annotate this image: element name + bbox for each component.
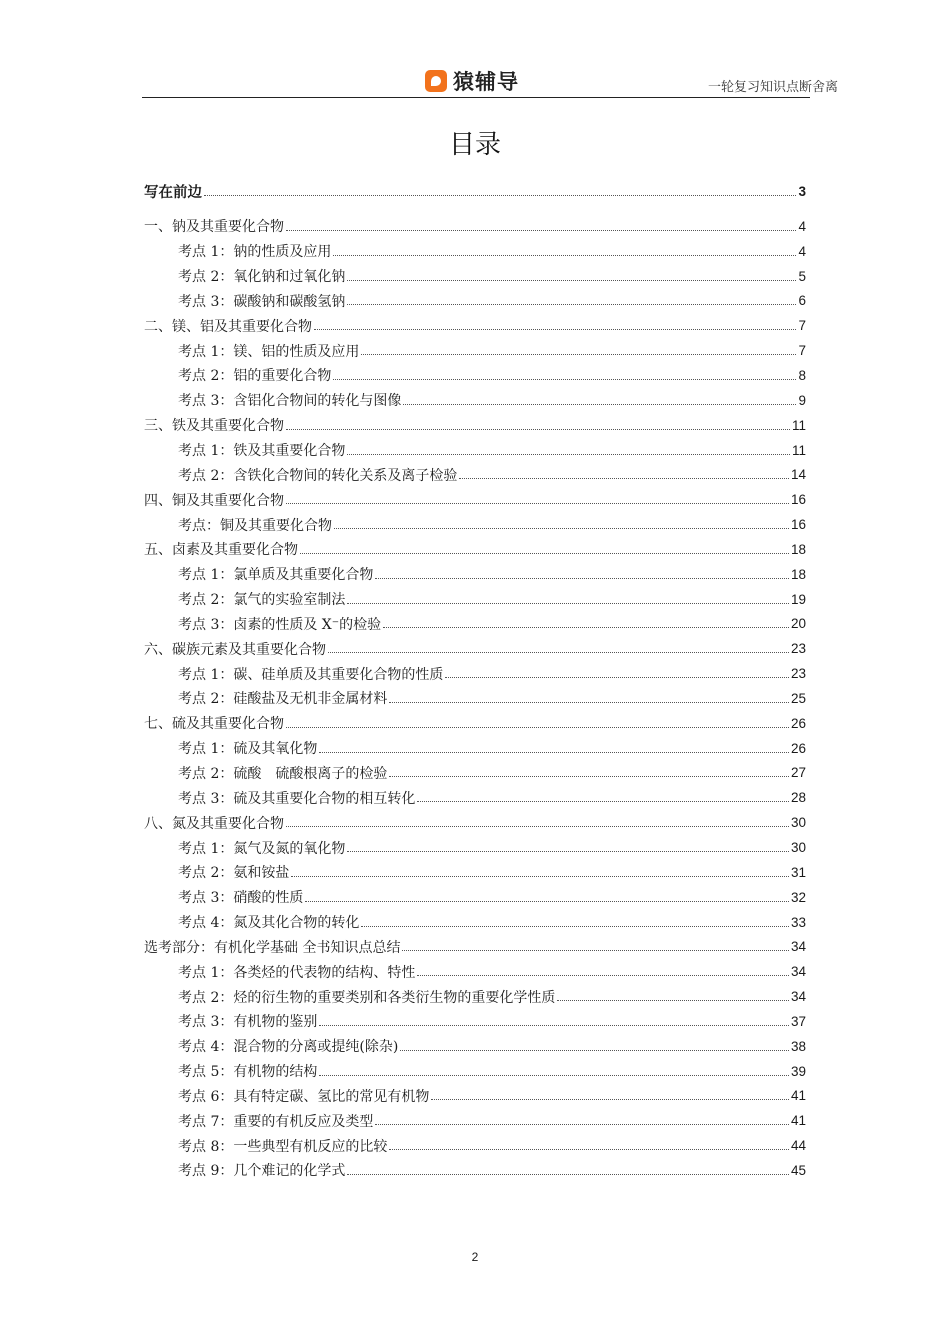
toc-entry[interactable] bbox=[144, 587, 806, 612]
toc-leader-dots bbox=[459, 478, 789, 479]
toc-entry-page: 8 bbox=[798, 367, 806, 383]
toc-entry[interactable] bbox=[144, 178, 806, 204]
toc-leader-dots bbox=[389, 776, 789, 777]
toc-entry[interactable] bbox=[144, 1133, 806, 1158]
toc-entry-title: 五、卤素及其重要化合物 bbox=[144, 542, 298, 559]
toc-entry-title: 考点 1：氯单质及其重要化合物 bbox=[178, 567, 374, 584]
toc-leader-dots bbox=[319, 1025, 789, 1026]
toc-leader-dots bbox=[333, 379, 796, 380]
toc-leader-dots bbox=[314, 329, 796, 330]
toc-entry-title: 考点 2：硅酸盐及无机非金属材料 bbox=[178, 691, 388, 708]
toc-entry-title: 八、氮及其重要化合物 bbox=[144, 815, 284, 832]
toc-entry-title: 考点 2：氯气的实验室制法 bbox=[178, 592, 346, 609]
toc-entry-page: 41 bbox=[790, 1113, 806, 1129]
toc-entry-title: 考点 1：钠的性质及应用 bbox=[178, 244, 332, 261]
toc-entry-title: 考点 3：有机物的鉴别 bbox=[178, 1014, 318, 1031]
toc-entry[interactable] bbox=[144, 612, 806, 637]
toc-leader-dots bbox=[286, 826, 789, 827]
toc-entry-title: 考点 7：重要的有机反应及类型 bbox=[178, 1113, 374, 1130]
toc-entry-page: 25 bbox=[790, 690, 806, 706]
toc-entry-page: 7 bbox=[798, 318, 806, 334]
toc-entry[interactable] bbox=[144, 537, 806, 562]
header-subtitle: 一轮复习知识点断舍离 bbox=[707, 80, 838, 95]
toc-entry-page: 16 bbox=[790, 517, 806, 533]
toc-entry-page: 4 bbox=[798, 218, 806, 234]
toc-entry[interactable] bbox=[144, 462, 806, 487]
toc-entry-title: 考点 2：氨和铵盐 bbox=[178, 865, 290, 882]
toc-entry-title: 写在前边 bbox=[144, 184, 202, 201]
toc-entry[interactable] bbox=[144, 363, 806, 388]
toc-entry[interactable] bbox=[144, 239, 806, 264]
toc-entry-title: 四、铜及其重要化合物 bbox=[144, 492, 284, 509]
toc-leader-dots bbox=[431, 1099, 789, 1100]
toc-entry[interactable] bbox=[144, 413, 806, 438]
toc-entry-page: 34 bbox=[790, 989, 806, 1005]
toc-entry[interactable] bbox=[144, 934, 806, 959]
toc-leader-dots bbox=[417, 801, 789, 802]
toc-entry-page: 28 bbox=[790, 790, 806, 806]
toc-entry[interactable] bbox=[144, 338, 806, 363]
toc-entry[interactable] bbox=[144, 835, 806, 860]
toc-entry-title: 考点 3：硝酸的性质 bbox=[178, 890, 304, 907]
toc-entry-title: 考点 2：铝的重要化合物 bbox=[178, 368, 332, 385]
toc-entry[interactable] bbox=[144, 1009, 806, 1034]
toc-entry-title: 考点 1：硫及其氧化物 bbox=[178, 741, 318, 758]
toc-entry-title: 一、钠及其重要化合物 bbox=[144, 219, 284, 236]
toc-leader-dots bbox=[417, 975, 789, 976]
toc-entry-page: 32 bbox=[790, 889, 806, 905]
toc-leader-dots bbox=[400, 1050, 789, 1051]
toc-entry-page: 33 bbox=[790, 914, 806, 930]
toc-entry[interactable] bbox=[144, 711, 806, 736]
toc-entry-page: 19 bbox=[790, 591, 806, 607]
toc-entry-title: 选考部分：有机化学基础 全书知识点总结 bbox=[144, 939, 401, 956]
toc-leader-dots bbox=[333, 255, 796, 256]
toc-entry-title: 考点 1：铁及其重要化合物 bbox=[178, 443, 346, 460]
toc-entry-page: 45 bbox=[790, 1162, 806, 1178]
toc-entry-title: 考点 4：混合物的分离或提纯(除杂) bbox=[178, 1039, 399, 1056]
toc-entry[interactable] bbox=[144, 785, 806, 810]
toc-entry-title: 考点 6：具有特定碳、氢比的常见有机物 bbox=[178, 1088, 430, 1105]
toc-entry-title: 考点 1：各类烃的代表物的结构、特性 bbox=[178, 964, 416, 981]
toc-entry-title: 考点 3：卤素的性质及 X⁻的检验 bbox=[178, 616, 382, 633]
toc-entry-page: 9 bbox=[798, 392, 806, 408]
toc-entry-title: 考点 4：氮及其化合物的转化 bbox=[178, 915, 360, 932]
toc-entry-page: 37 bbox=[790, 1013, 806, 1029]
toc-entry[interactable] bbox=[144, 959, 806, 984]
toc-entry[interactable] bbox=[144, 264, 806, 289]
page-number: 2 bbox=[471, 1250, 479, 1264]
toc-entry-page: 7 bbox=[798, 343, 806, 359]
toc-leader-dots bbox=[347, 1174, 789, 1175]
toc-entry-page: 11 bbox=[791, 417, 806, 433]
toc-entry[interactable] bbox=[144, 487, 806, 512]
toc-leader-dots bbox=[347, 603, 789, 604]
toc-entry-title: 考点：铜及其重要化合物 bbox=[178, 517, 332, 534]
toc-entry-page: 14 bbox=[790, 467, 806, 483]
toc-entry-title: 考点 2：氧化钠和过氧化钠 bbox=[178, 269, 346, 286]
toc-entry[interactable] bbox=[144, 1108, 806, 1133]
toc-entry-page: 27 bbox=[790, 765, 806, 781]
brand-logo-icon bbox=[425, 70, 447, 92]
toc-entry-title: 考点 1：氮气及氮的氧化物 bbox=[178, 840, 346, 857]
toc-entry-page: 30 bbox=[790, 815, 806, 831]
toc-leader-dots bbox=[300, 553, 789, 554]
toc-entry-title: 考点 5：有机物的结构 bbox=[178, 1064, 318, 1081]
toc-entry-page: 16 bbox=[790, 492, 806, 508]
toc-leader-dots bbox=[403, 404, 796, 405]
toc-entry-page: 18 bbox=[790, 566, 806, 582]
toc-entry-page: 11 bbox=[791, 442, 806, 458]
toc-entry-title: 考点 2：含铁化合物间的转化关系及离子检验 bbox=[178, 467, 458, 484]
toc-leader-dots bbox=[402, 950, 789, 951]
toc-entry-page: 4 bbox=[798, 243, 806, 259]
toc-leader-dots bbox=[286, 727, 789, 728]
toc-leader-dots bbox=[328, 652, 789, 653]
toc-entry-page: 39 bbox=[790, 1063, 806, 1079]
toc-entry[interactable] bbox=[144, 1158, 806, 1183]
toc-entry-title: 考点 8：一些典型有机反应的比较 bbox=[178, 1138, 388, 1155]
toc-entry-page: 18 bbox=[790, 541, 806, 557]
toc-entry[interactable] bbox=[144, 512, 806, 537]
toc-leader-dots bbox=[347, 851, 789, 852]
toc-entry[interactable] bbox=[144, 438, 806, 463]
toc-leader-dots bbox=[347, 454, 790, 455]
toc-entry-page: 31 bbox=[790, 864, 806, 880]
toc-entry[interactable] bbox=[144, 1084, 806, 1109]
toc-entry[interactable] bbox=[144, 289, 806, 314]
toc-entry-page: 34 bbox=[790, 939, 806, 955]
toc-leader-dots bbox=[361, 354, 796, 355]
toc-leader-dots bbox=[286, 230, 796, 231]
toc-leader-dots bbox=[389, 702, 789, 703]
page-title: 目录 bbox=[448, 130, 501, 160]
toc-entry-page: 34 bbox=[790, 964, 806, 980]
toc-entry[interactable] bbox=[144, 910, 806, 935]
toc-entry-title: 考点 9：几个难记的化学式 bbox=[178, 1163, 346, 1180]
brand-logo bbox=[425, 67, 519, 95]
toc-entry-page: 5 bbox=[798, 268, 806, 284]
toc-entry[interactable] bbox=[144, 686, 806, 711]
toc-entry-page: 26 bbox=[790, 740, 806, 756]
toc-entry-title: 三、铁及其重要化合物 bbox=[144, 418, 284, 435]
toc-entry[interactable] bbox=[144, 1034, 806, 1059]
toc-entry-title: 二、镁、铝及其重要化合物 bbox=[144, 318, 312, 335]
toc-entry-title: 六、碳族元素及其重要化合物 bbox=[144, 641, 326, 658]
toc-leader-dots bbox=[347, 280, 796, 281]
toc-entry-page: 44 bbox=[790, 1138, 806, 1154]
toc-entry[interactable] bbox=[144, 984, 806, 1009]
toc-entry-page: 20 bbox=[790, 616, 806, 632]
toc-entry[interactable] bbox=[144, 388, 806, 413]
toc-entry-title: 考点 3：硫及其重要化合物的相互转化 bbox=[178, 790, 416, 807]
table-of-contents bbox=[144, 178, 806, 1183]
toc-leader-dots bbox=[375, 1124, 789, 1125]
toc-entry-title: 考点 1：镁、铝的性质及应用 bbox=[178, 343, 360, 360]
toc-entry-page: 23 bbox=[790, 666, 806, 682]
toc-entry-title: 七、硫及其重要化合物 bbox=[144, 716, 284, 733]
toc-entry[interactable] bbox=[144, 214, 806, 239]
toc-entry-title: 考点 2：硫酸 硫酸根离子的检验 bbox=[178, 765, 388, 782]
toc-entry-page: 30 bbox=[790, 840, 806, 856]
toc-leader-dots bbox=[445, 677, 789, 678]
toc-entry[interactable] bbox=[144, 860, 806, 885]
toc-entry-title: 考点 2：烃的衍生物的重要类别和各类衍生物的重要化学性质 bbox=[178, 989, 556, 1006]
toc-entry-page: 26 bbox=[790, 715, 806, 731]
toc-leader-dots bbox=[286, 503, 789, 504]
brand-name: 猿辅导 bbox=[453, 70, 519, 94]
toc-entry[interactable] bbox=[144, 761, 806, 786]
toc-leader-dots bbox=[557, 1000, 789, 1001]
toc-entry-page: 3 bbox=[798, 183, 806, 199]
toc-entry-page: 23 bbox=[790, 641, 806, 657]
toc-entry[interactable] bbox=[144, 562, 806, 587]
toc-entry[interactable] bbox=[144, 1059, 806, 1084]
toc-entry[interactable] bbox=[144, 313, 806, 338]
page-header bbox=[142, 62, 838, 99]
toc-leader-dots bbox=[383, 627, 789, 628]
header-divider bbox=[142, 97, 810, 98]
toc-entry-title: 考点 1：碳、硅单质及其重要化合物的性质 bbox=[178, 666, 444, 683]
toc-leader-dots bbox=[204, 195, 796, 196]
toc-leader-dots bbox=[305, 901, 789, 902]
toc-entry[interactable] bbox=[144, 661, 806, 686]
toc-entry-title: 考点 3：含铝化合物间的转化与图像 bbox=[178, 393, 402, 410]
toc-entry-title: 考点 3：碳酸钠和碳酸氢钠 bbox=[178, 293, 346, 310]
toc-leader-dots bbox=[347, 304, 796, 305]
toc-leader-dots bbox=[361, 926, 789, 927]
toc-entry-page: 38 bbox=[790, 1038, 806, 1054]
toc-leader-dots bbox=[319, 1075, 789, 1076]
toc-leader-dots bbox=[291, 876, 789, 877]
toc-entry-page: 41 bbox=[790, 1088, 806, 1104]
toc-entry[interactable] bbox=[144, 885, 806, 910]
toc-entry[interactable] bbox=[144, 636, 806, 661]
toc-leader-dots bbox=[286, 429, 790, 430]
toc-leader-dots bbox=[375, 578, 789, 579]
toc-leader-dots bbox=[334, 528, 789, 529]
toc-entry[interactable] bbox=[144, 736, 806, 761]
toc-leader-dots bbox=[389, 1149, 789, 1150]
toc-entry[interactable] bbox=[144, 810, 806, 835]
toc-leader-dots bbox=[319, 752, 789, 753]
toc-entry-page: 6 bbox=[798, 293, 806, 309]
